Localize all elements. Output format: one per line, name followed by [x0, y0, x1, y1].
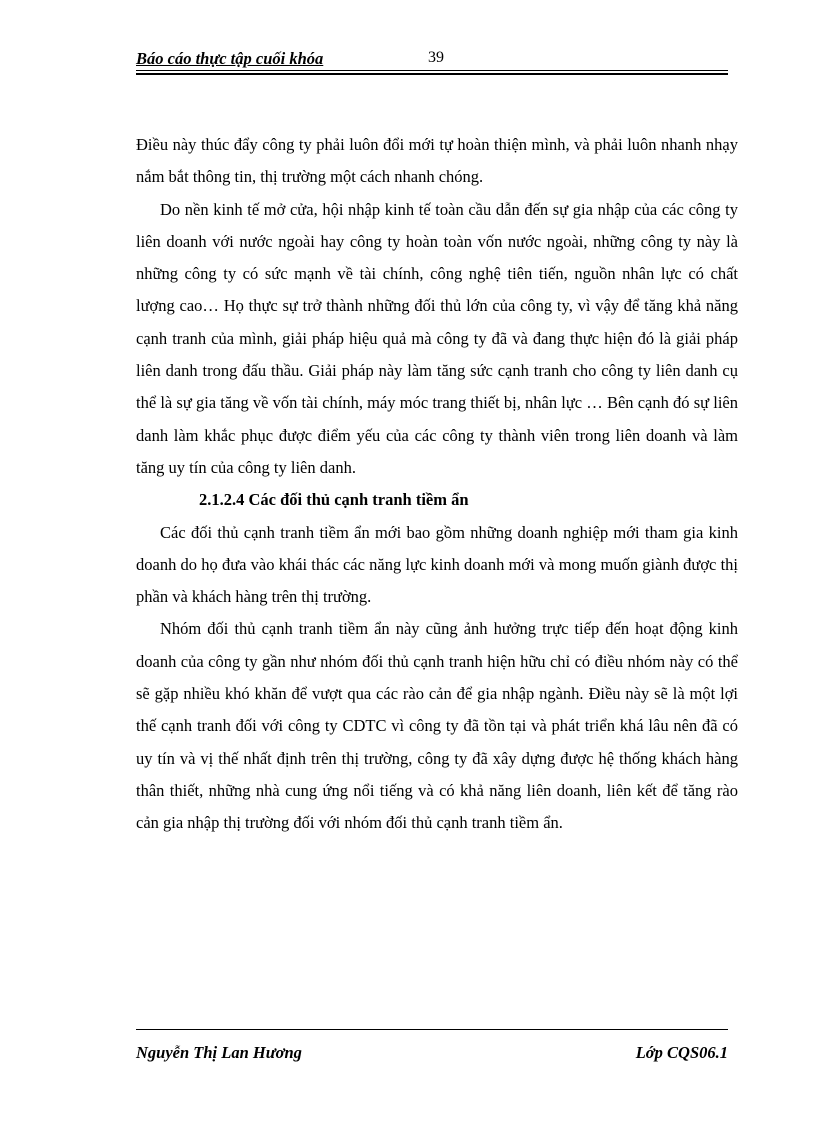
paragraph-foreign-competitors: Do nền kinh tế mở cửa, hội nhập kinh tế toàn cầu dẫn đến sự gia nhập của các công ty liên doanh với nước ngoài hay công ty hoàn toàn vốn nước ngoài, những công ty này là những công ty có sức mạnh về tài chính, công nghệ tiên tiến, nguồn nhân lực có chất lượng cao… Họ thực sự trở thành những đối thủ lớn của công ty, vì vậy để tăng khả năng cạnh tranh của mình, giải pháp hiệu quả mà công ty đã và đang thực hiện đó là giải pháp liên danh trong đấu thầu. Giải pháp này làm tăng sức cạnh tranh cho công ty liên danh cụ thể là sự gia tăng về vốn tài chính, máy móc trang thiết bị, nhân lực … Bên cạnh đó sự liên danh làm khắc phục được điểm yếu của các công ty thành viên trong liên doanh và làm tăng uy tín của công ty liên danh.: [136, 199, 738, 477]
page-footer: [136, 1043, 728, 1065]
footer-rule: [136, 1029, 728, 1030]
class-code: Lớp CQS06.1: [635, 1043, 728, 1062]
page-header: [136, 49, 728, 71]
paragraph-entry-barriers: Nhóm đối thủ cạnh tranh tiềm ẩn này cũng ảnh hưởng trực tiếp đến hoạt động kinh doanh của công ty gần như nhóm đối thủ cạnh tranh hiện hữu chỉ có điều nhóm này có thể sẽ gặp nhiều khó khăn để vượt qua các rào cản để gia nhập ngành. Điều này sẽ là một lợi thế cạnh tranh đối với công ty CDTC vì công ty đã tồn tại và phát triển khá lâu nên đã có uy tín và vị thế nhất định trên thị trường, công ty đã xây dựng được hệ thống khách hàng thân thiết, những nhà cung ứng nổi tiếng và có khả năng liên doanh, liên kết để tăng rào cản gia nhập thị trường đối với nhóm đối thủ cạnh tranh tiềm ẩn.: [136, 619, 738, 833]
page-content: [136, 129, 738, 840]
page-number: 39: [428, 49, 444, 66]
paragraph-continuation: Điều này thúc đẩy công ty phải luôn đổi mới tự hoàn thiện mình, và phải luôn nhanh nhạy nắm bắt thông tin, thị trường một cách nhanh chóng.: [136, 135, 738, 187]
header-rule-thin: [136, 70, 728, 71]
header-rule-thick: [136, 73, 728, 75]
report-title: Báo cáo thực tập cuối khóa: [136, 49, 324, 68]
paragraph-potential-competitors: Các đối thủ cạnh tranh tiềm ẩn mới bao gồm những doanh nghiệp mới tham gia kinh doanh do họ đưa vào khái thác các năng lực kinh doanh mới và mong muốn giành được thị phần và khách hàng trên thị trường.: [136, 522, 738, 607]
section-heading: 2.1.2.4 Các đối thủ cạnh tranh tiềm ẩn: [199, 490, 469, 510]
author-name: Nguyễn Thị Lan Hương: [136, 1043, 302, 1062]
